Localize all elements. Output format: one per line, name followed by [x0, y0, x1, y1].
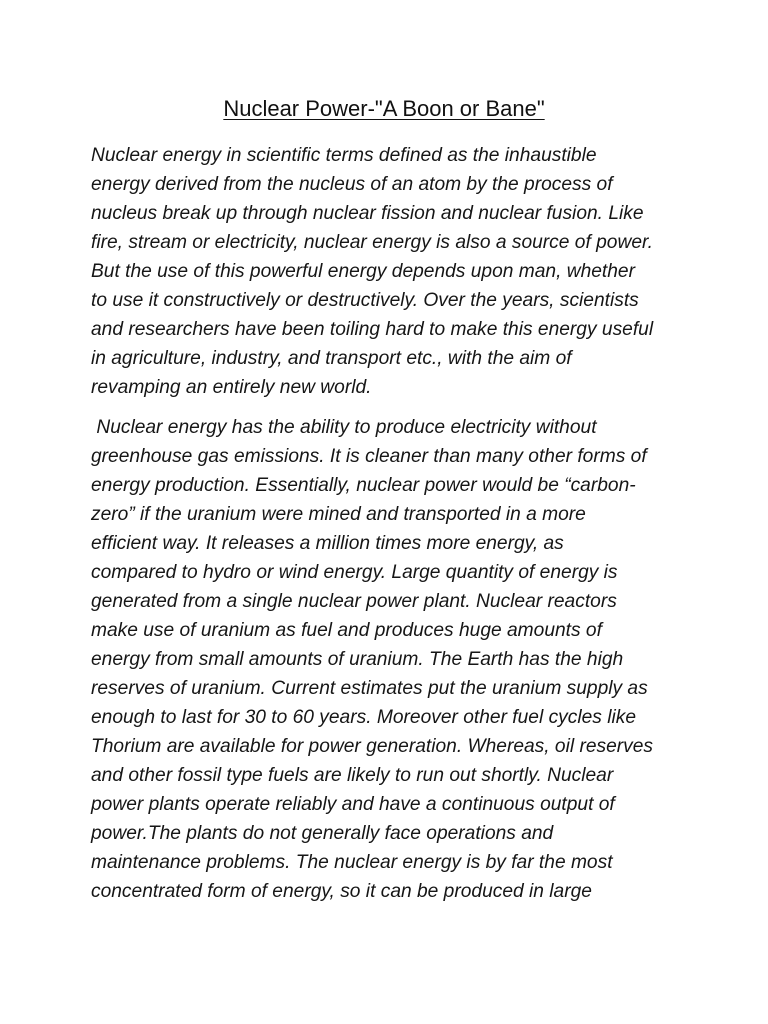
paragraph-line: energy derived from the nucleus of an atom by the process of [91, 174, 613, 195]
document-body [91, 141, 693, 917]
paragraph-line: power.The plants do not generally face operations and [91, 823, 554, 844]
paragraph-line: revamping an entirely new world. [91, 377, 372, 398]
paragraph-line: enough to last for 30 to 60 years. Moreover other fuel cycles like [91, 707, 636, 728]
paragraph-line: energy from small amounts of uranium. The Earth has the high [91, 649, 624, 670]
paragraph-line: in agriculture, industry, and transport etc., with the aim of [91, 348, 572, 369]
paragraph-line: nucleus break up through nuclear fission and nuclear fusion. Like [91, 203, 644, 224]
paragraph-line: But the use of this powerful energy depends upon man, whether [91, 261, 635, 282]
paragraph-line: greenhouse gas emissions. It is cleaner than many other forms of [91, 446, 647, 467]
paragraph-line: and researchers have been toiling hard to make this energy useful [91, 319, 654, 340]
paragraph-line: fire, stream or electricity, nuclear energy is also a source of power. [91, 232, 653, 253]
paragraph-line: Nuclear energy in scientific terms defined as the inhaustible [91, 145, 597, 166]
paragraph-line: efficient way. It releases a million times more energy, as [91, 533, 564, 554]
paragraph-2 [91, 413, 693, 906]
paragraph-line: Thorium are available for power generation. Whereas, oil reserves [91, 736, 654, 757]
paragraph-line: to use it constructively or destructively. Over the years, scientists [91, 290, 639, 311]
paragraph-line: maintenance problems. The nuclear energy is by far the most [91, 852, 613, 873]
paragraph-line: compared to hydro or wind energy. Large quantity of energy is [91, 562, 618, 583]
paragraph-line: concentrated form of energy, so it can be produced in large [91, 881, 592, 902]
document-title-text: Nuclear Power-"A Boon or Bane" [223, 96, 545, 121]
document-title [0, 94, 768, 124]
paragraph-line: reserves of uranium. Current estimates put the uranium supply as [91, 678, 648, 699]
paragraph-line: and other fossil type fuels are likely to run out shortly. Nuclear [91, 765, 614, 786]
paragraph-line: Nuclear energy has the ability to produce electricity without [91, 417, 597, 438]
paragraph-line: make use of uranium as fuel and produces huge amounts of [91, 620, 602, 641]
paragraph-1 [91, 141, 693, 402]
paragraph-line: zero” if the uranium were mined and transported in a more [91, 504, 586, 525]
paragraph-line: generated from a single nuclear power plant. Nuclear reactors [91, 591, 617, 612]
paragraph-line: power plants operate reliably and have a continuous output of [91, 794, 615, 815]
paragraph-line: energy production. Essentially, nuclear power would be “carbon- [91, 475, 636, 496]
